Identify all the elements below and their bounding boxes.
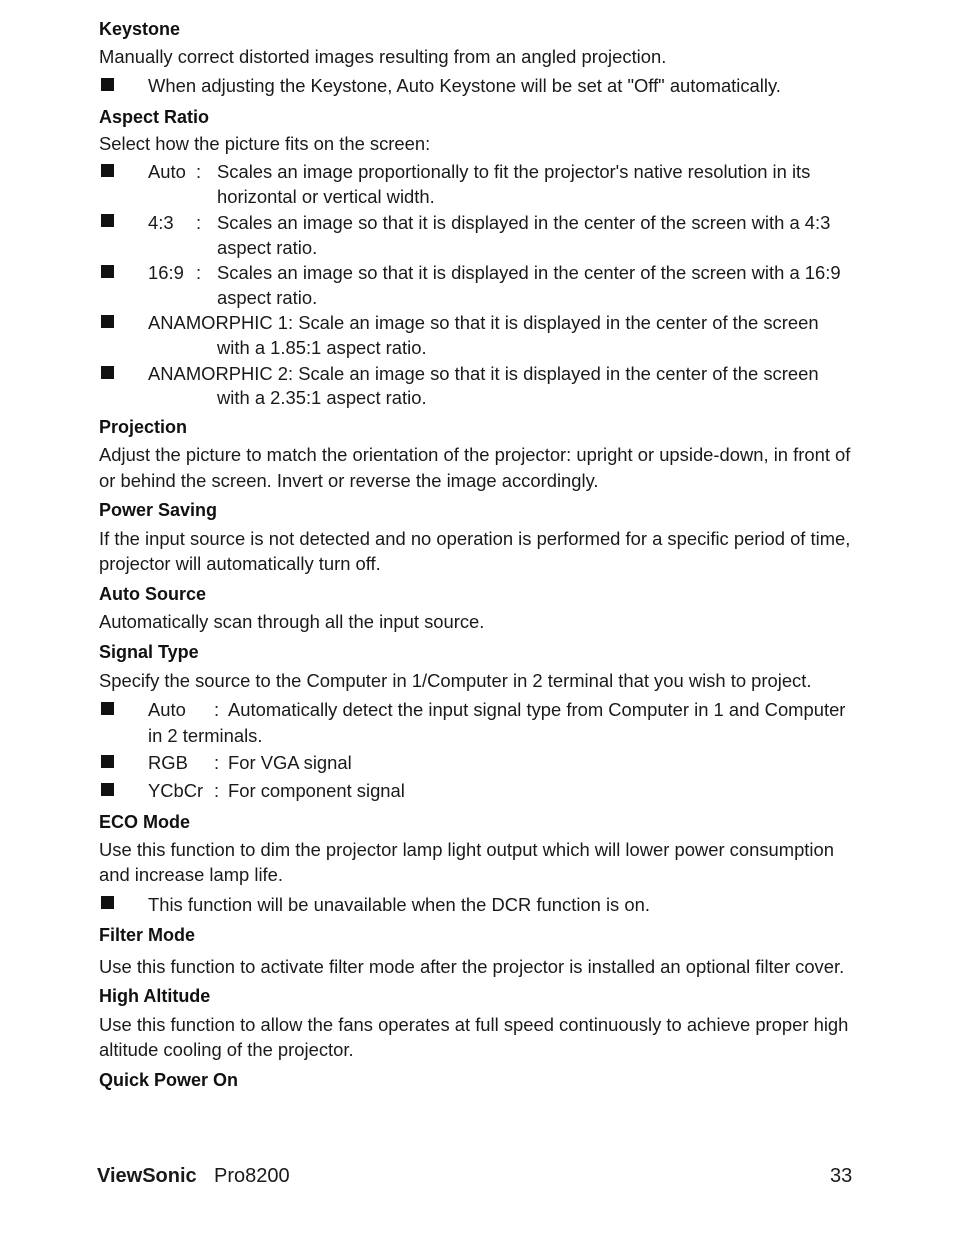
power-saving-desc: If the input source is not detected and no operation is performed for a specific period of time, [99, 528, 851, 549]
signal-item-sep: : [214, 752, 220, 773]
bullet-square-icon [101, 755, 114, 768]
aspect-item-text: horizontal or vertical width. [217, 186, 435, 207]
signal-item-text: For component signal [228, 780, 405, 801]
signal-item-text: in 2 terminals. [148, 725, 263, 746]
bullet-square-icon [101, 214, 114, 227]
aspect-item-label: Auto [148, 161, 186, 182]
heading-power-saving: Power Saving [99, 500, 218, 520]
signal-type-desc: Specify the source to the Computer in 1/Computer in 2 terminal that you wish to project. [99, 670, 812, 691]
aspect-item-text: aspect ratio. [217, 237, 318, 258]
page-number: 33 [830, 1165, 853, 1187]
signal-item-label: YCbCr [148, 780, 204, 801]
aspect-item-label: 16:9 [148, 262, 184, 283]
high-altitude-desc: Use this function to allow the fans operates at full speed continuously to achieve proper high [99, 1014, 849, 1035]
aspect-item-sep: : [196, 212, 202, 233]
aspect-item-text: with a 1.85:1 aspect ratio. [217, 337, 427, 358]
aspect-item-sep: : [196, 161, 202, 182]
signal-item-label: RGB [148, 752, 188, 773]
aspect-item-text: Scales an image so that it is displayed in the center of the screen with a 16:9 [217, 262, 841, 283]
heading-aspect-ratio: Aspect Ratio [99, 107, 210, 127]
heading-signal-type: Signal Type [99, 642, 199, 662]
aspect-item-sep: : [196, 262, 202, 283]
aspect-item-label: 4:3 [148, 212, 174, 233]
bullet-square-icon [101, 164, 114, 177]
bullet-square-icon [101, 366, 114, 379]
auto-source-desc: Automatically scan through all the input source. [99, 611, 485, 632]
keystone-desc: Manually correct distorted images resulting from an angled projection. [99, 46, 667, 67]
projection-desc: Adjust the picture to match the orientation of the projector: upright or upside-down, in front of [99, 444, 851, 465]
eco-mode-desc: and increase lamp life. [99, 864, 284, 885]
bullet-square-icon [101, 702, 114, 715]
aspect-item-text: ANAMORPHIC 2: Scale an image so that it is displayed in the center of the screen [148, 363, 819, 384]
heading-auto-source: Auto Source [99, 584, 207, 604]
eco-mode-desc: Use this function to dim the projector lamp light output which will lower power consumption [99, 839, 834, 860]
heading-keystone: Keystone [99, 19, 181, 39]
bullet-square-icon [101, 783, 114, 796]
aspect-item-text: aspect ratio. [217, 287, 318, 308]
filter-mode-desc: Use this function to activate filter mode after the projector is installed an optional filter cover. [99, 956, 845, 977]
signal-item-label: Auto [148, 699, 186, 720]
high-altitude-desc: altitude cooling of the projector. [99, 1039, 354, 1060]
aspect-ratio-desc: Select how the picture fits on the screen: [99, 133, 431, 154]
footer-model: Pro8200 [214, 1165, 290, 1187]
power-saving-desc: projector will automatically turn off. [99, 553, 381, 574]
heading-quick-power-on: Quick Power On [99, 1070, 239, 1090]
signal-item-text: Automatically detect the input signal type from Computer in 1 and Computer [228, 699, 846, 720]
aspect-item-text: Scales an image proportionally to fit the projector's native resolution in its [217, 161, 811, 182]
bullet-square-icon [101, 78, 114, 91]
projection-desc: or behind the screen. Invert or reverse the image accordingly. [99, 470, 599, 491]
eco-mode-note: This function will be unavailable when the DCR function is on. [148, 894, 650, 915]
signal-item-text: For VGA signal [228, 752, 352, 773]
bullet-square-icon [101, 265, 114, 278]
heading-projection: Projection [99, 417, 188, 437]
aspect-item-text: with a 2.35:1 aspect ratio. [217, 387, 427, 408]
signal-item-sep: : [214, 780, 220, 801]
bullet-square-icon [101, 315, 114, 328]
signal-item-sep: : [214, 699, 220, 720]
aspect-item-text: ANAMORPHIC 1: Scale an image so that it is displayed in the center of the screen [148, 312, 819, 333]
footer-brand: ViewSonic [97, 1165, 197, 1187]
keystone-note: When adjusting the Keystone, Auto Keystone will be set at "Off" automatically. [148, 75, 781, 96]
heading-high-altitude: High Altitude [99, 986, 211, 1006]
bullet-square-icon [101, 896, 114, 909]
heading-filter-mode: Filter Mode [99, 925, 196, 945]
aspect-item-text: Scales an image so that it is displayed in the center of the screen with a 4:3 [217, 212, 831, 233]
heading-eco-mode: ECO Mode [99, 812, 191, 832]
